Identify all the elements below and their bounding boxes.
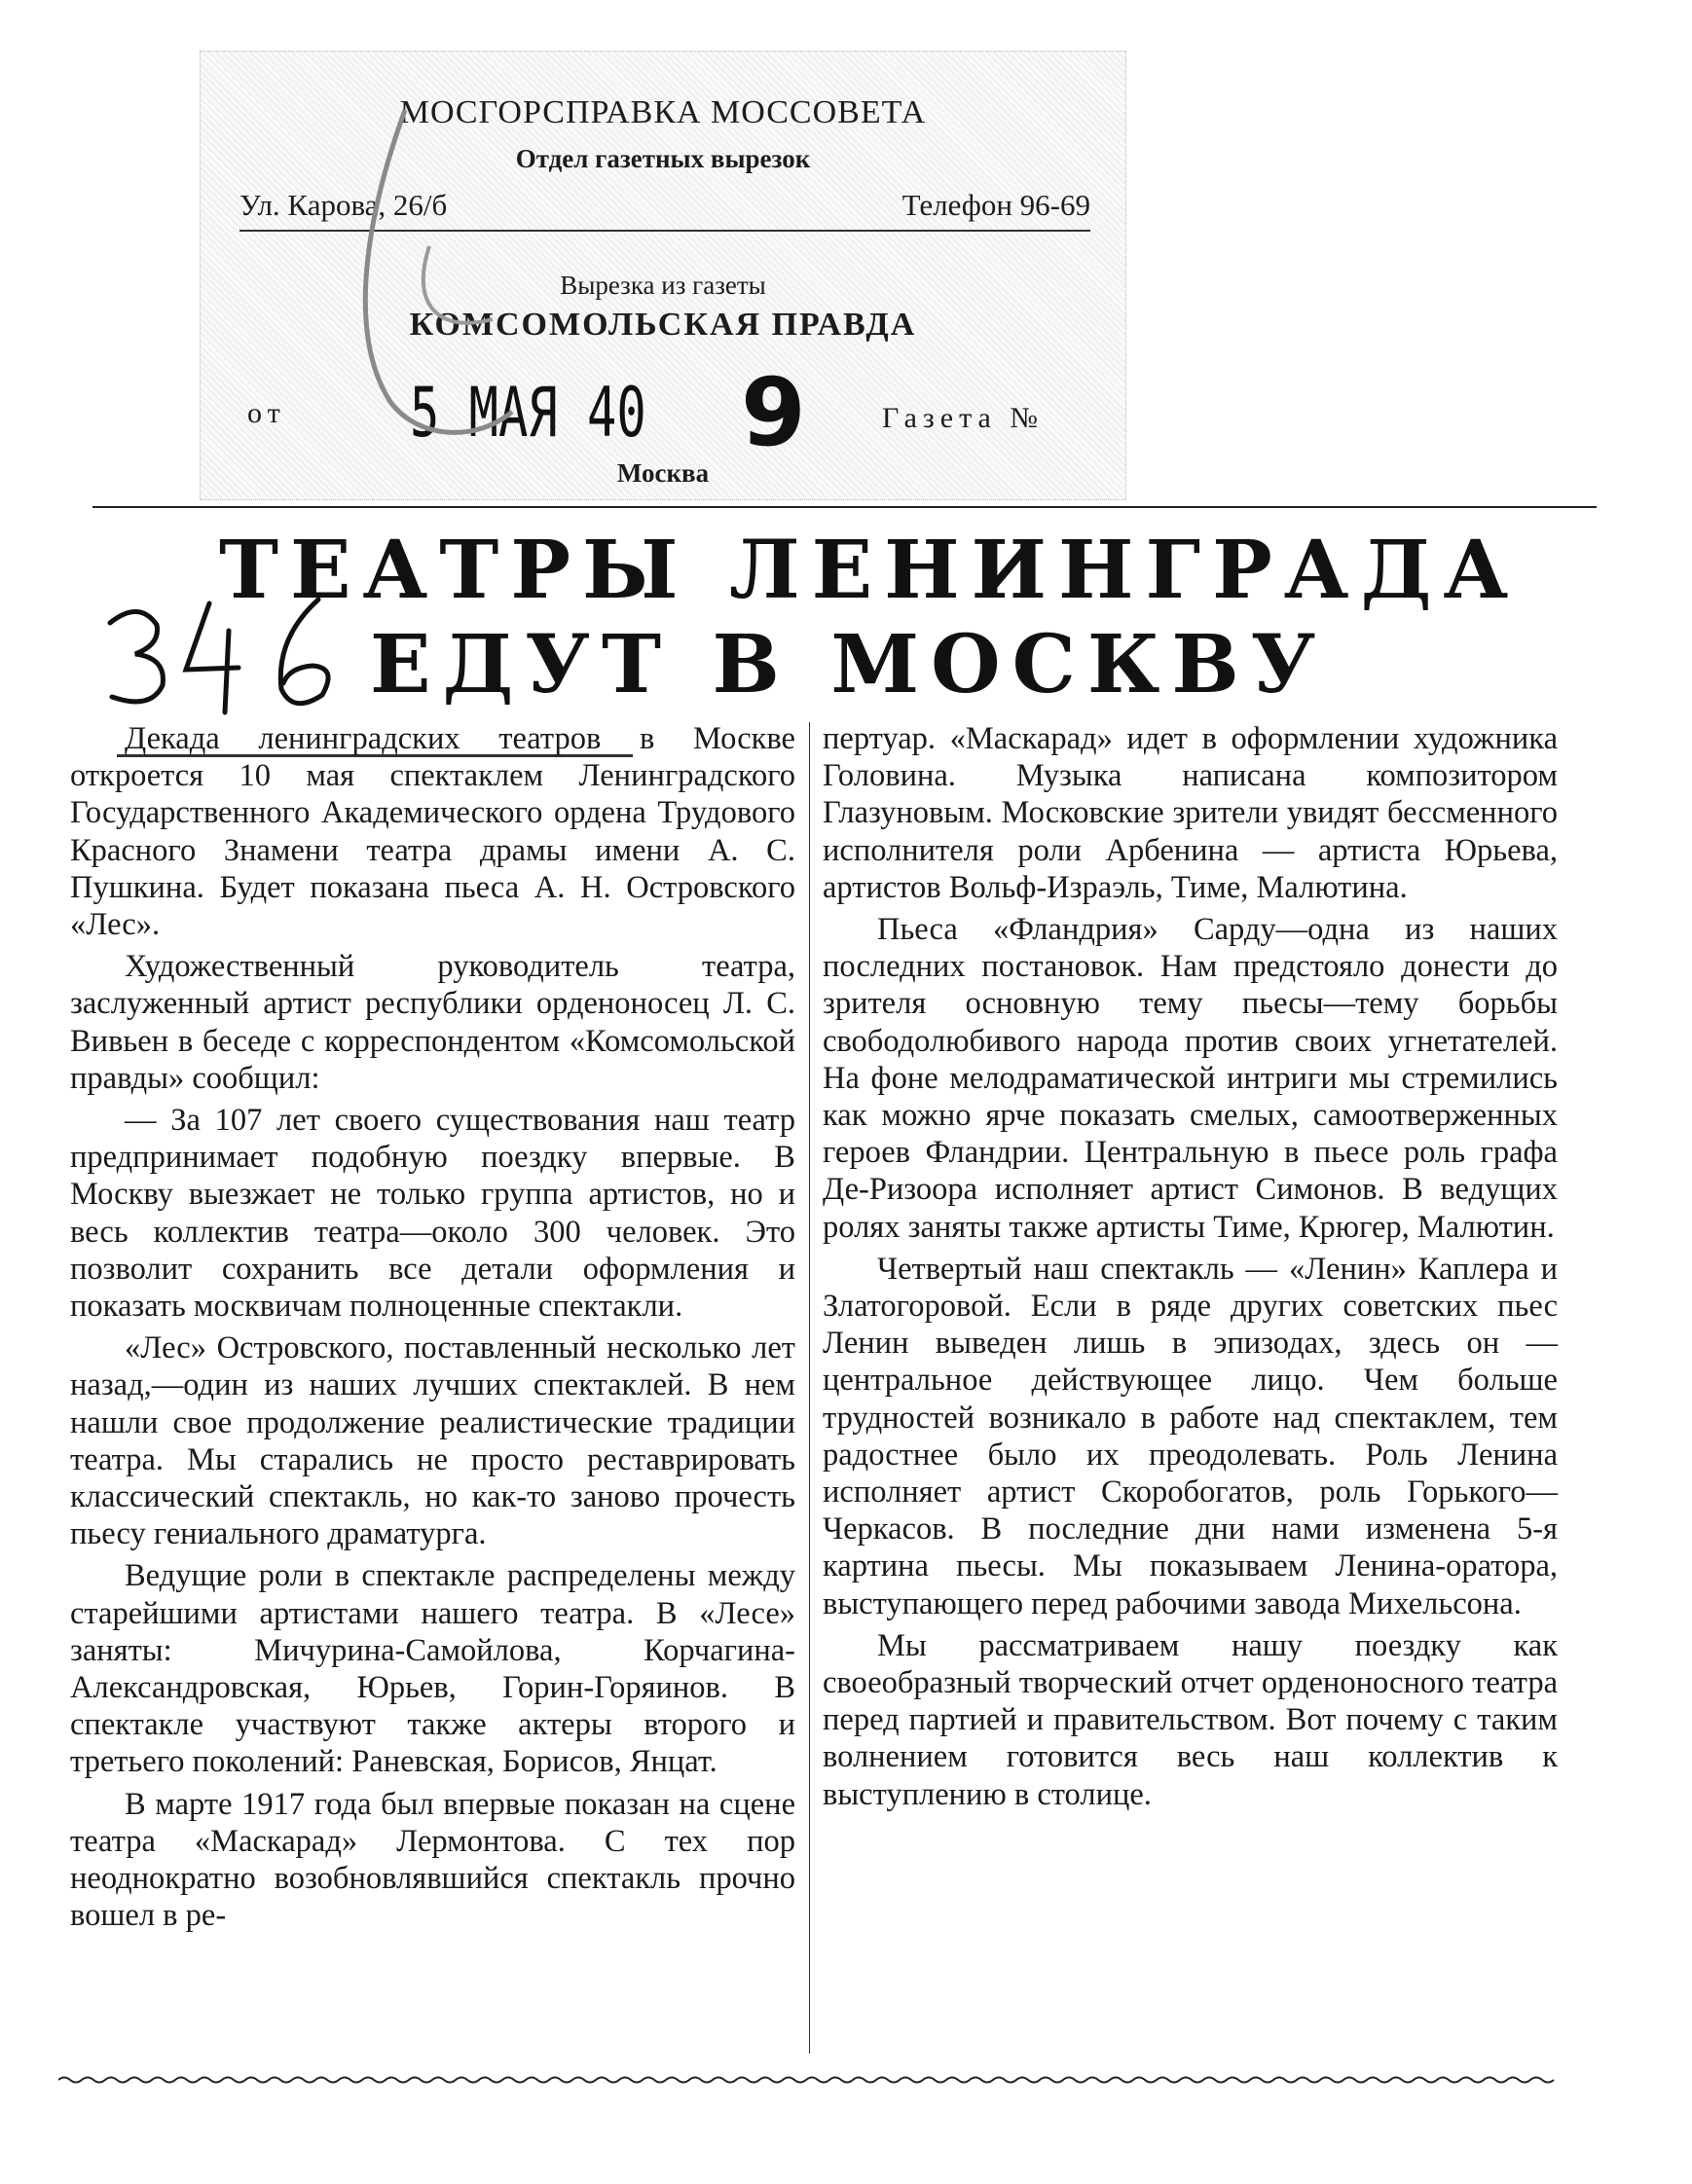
handwritten-archive-number <box>92 594 385 715</box>
headline-line-1: ТЕАТРЫ ЛЕНИНГРАДА <box>219 524 1521 617</box>
paragraph: Пьеса «Фландрия» Сарду—одна из наших последних постановок. Нам предстояло донести до зрителя основную тему пьесы—тему борьбы свободолюбивого народа против своих угнетателей. На фоне мелодраматической интриги мы стремились как можно ярче показать смелых, самоотверженных героев Фландрии. Центральную в пьесе роль графа Де-Ризоора исполняет артист Симонов. В ведущих ролях заняты также артисты Тиме, Крюгер, Малютин. <box>823 912 1558 1245</box>
stamp-date: 5 МАЯ 40 <box>410 373 646 453</box>
stamp-address: Ул. Карова, 26/б <box>239 188 448 222</box>
bottom-wavy-rule <box>58 2075 1558 2085</box>
paragraph: пертуар. «Маскарад» идет в оформлении художника Головина. Музыка написана композитором Глазуновым. Московские зрители увидят бессменного исполнителя роли Арбенина — артиста Юрьева, артистов Вольф-Израэль, Тиме, Малютина. <box>823 721 1558 905</box>
paragraph: — За 107 лет своего существования наш театр предпринимает подобную поездку впервые. В Москву выезжает не только группа артистов, но и весь коллектив театра—около 300 человек. Это позволит сохранить все детали оформления и показать москвичам полноценные спектакли. <box>70 1103 795 1325</box>
stamp-clipping-label: Вырезка из газеты <box>560 271 766 300</box>
column-divider <box>809 722 810 2054</box>
paragraph: В марте 1917 года был впервые показан на сцене театра «Маскарад» Лермонтова. С тех пор неоднократно возобновлявшийся спектакль прочно вошел в ре- <box>70 1786 795 1934</box>
stamp-phone: Телефон 96-69 <box>901 188 1090 222</box>
stamp-city: Москва <box>616 458 710 488</box>
stamp-newspaper-name: КОМСОМОЛЬСКАЯ ПРАВДА <box>409 307 917 343</box>
article-right-column <box>823 720 1558 1818</box>
paragraph: Мы рассматриваем нашу поездку как своеобразный творческий отчет орденоносного театра перед партией и правительством. Вот почему с таким волнением готовится весь наш коллектив к выступлению в столице. <box>823 1627 1558 1812</box>
stamp-issue-number: 9 <box>741 358 806 467</box>
stamp-issue-label: Газета № <box>882 402 1044 434</box>
headline-line-2: ЕДУТ В МОСКВУ <box>370 618 1328 711</box>
stamp-divider <box>239 230 1090 232</box>
stamp-from-label: от <box>247 397 286 429</box>
article-left-column <box>70 720 795 1940</box>
paragraph: Ведущие роли в спектакле распределены между старейшими артистами нашего театра. В «Лесе» заняты: Мичурина-Самойлова, Корчагина-Александровская, Юрьев, Горин-Горяинов. В спектакле участвуют также актеры второго и третьего поколений: Раневская, Борисов, Янцат. <box>70 1558 795 1780</box>
clipping-service-stamp <box>200 51 1126 500</box>
stamp-organization: МОСГОРСПРАВКА МОССОВЕТА <box>399 94 927 130</box>
paragraph: «Лес» Островского, поставленный несколько лет назад,—один из наших лучших спектаклей. В нем нашли свое продолжение реалистические традиции театра. Мы старались не просто реставрировать классический спектакль, но как-то заново прочесть пьесу гениального драматурга. <box>70 1330 795 1552</box>
paragraph: Декада ленинградских театров в Москве откроется 10 мая спектаклем Ленинградского Государственного Академического ордена Трудового Красного Знамени театра драмы имени А. С. Пушкина. Будет показана пьеса А. Н. Островского «Лес». <box>70 721 795 943</box>
paragraph: Четвертый наш спектакль — «Ленин» Каплера и Златогоровой. Если в ряде других советских пьес Ленин выведен лишь в эпизодах, здесь он — центральное действующее лицо. Чем больше трудностей возникало в работе над спектаклем, тем радостнее было их преодолевать. Роль Ленина исполняет артист Скоробогатов, роль Горького—Черкасов. В последние дни нами изменена 5-я картина пьесы. Мы показываем Ленина-оратора, выступающего перед рабочими завода Михельсона. <box>823 1251 1558 1621</box>
paragraph: Художественный руководитель театра, заслуженный артист республики орденоносец Л. С. Вивьен в беседе с корреспондентом «Комсомольской правды» сообщил: <box>70 949 795 1096</box>
stamp-department: Отдел газетных вырезок <box>515 144 811 173</box>
header-divider <box>92 506 1597 508</box>
